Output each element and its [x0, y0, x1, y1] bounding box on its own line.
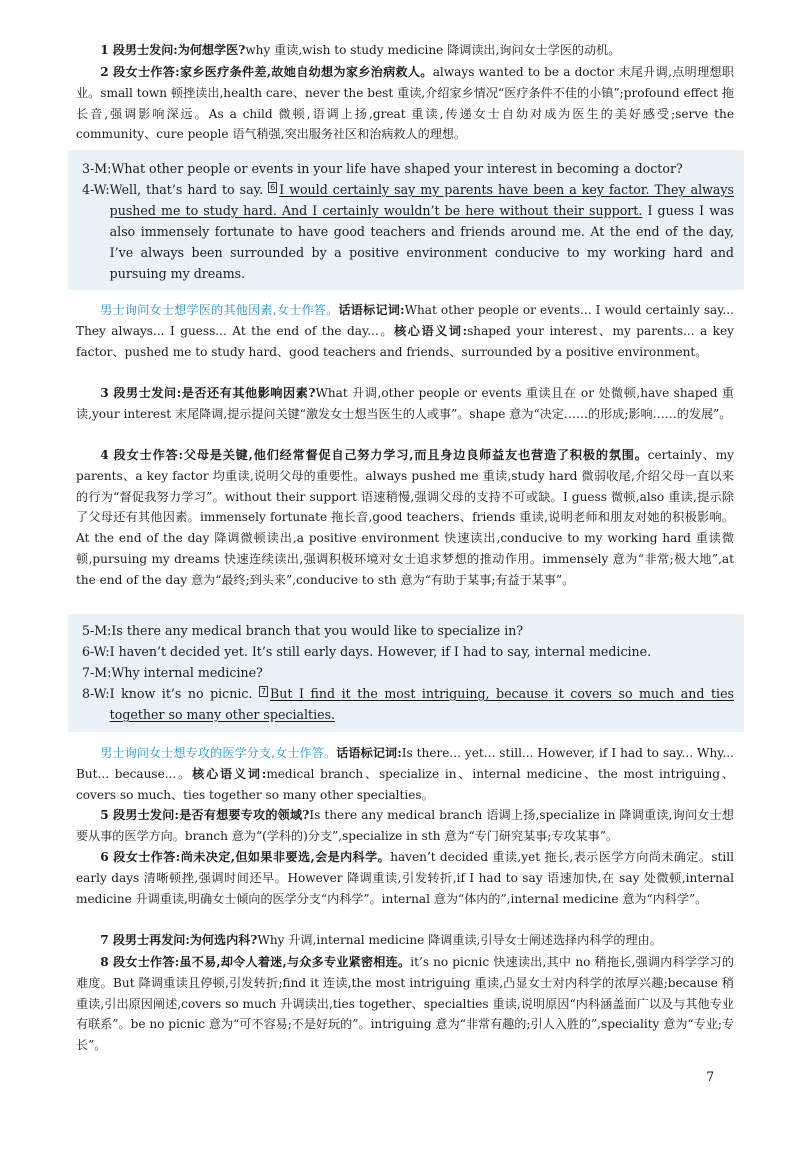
dialogue-line-3m — [82, 158, 734, 179]
underlined-key-sentence: I would certainly say my parents have been a key factor. They always pushed me to study hard. And I certainly wouldn’t be here without their support. — [109, 182, 734, 218]
paragraph-3-heading: 3 段男士发问:是否还有其他影响因素? — [100, 386, 316, 400]
dialogue-2 — [82, 620, 734, 725]
summary-1 — [76, 300, 734, 362]
dialogue-line-6w — [82, 641, 734, 662]
underlined-key-sentence: But I find it the most intriguing, because it covers so much and ties together so many other specialties. — [109, 686, 734, 722]
paragraph-1-heading: 1 段男士发问:为何想学医? — [100, 43, 246, 57]
paragraph-3 — [76, 383, 734, 425]
paragraph-2-body: always wanted to be a doctor 末尾升调,点明理想职业。small town 顿挫读出,health care、never the best 重读,介绍家乡情况“医疗条件不佳的小镇”;profound effect 拖长音,强调影响深远。As a child 微顿,语调上扬,great 重读,传递女士自幼对成为医生的美好感受;serve the community、cure people 语气稍强,突出服务社区和治病救人的理想。 — [76, 65, 734, 142]
paragraph-8 — [76, 952, 734, 1056]
speaker-label: 4-W: — [82, 182, 110, 197]
paragraph-6-body: haven’t decided 重读,yet 拖长,表示医学方向尚未确定。still early days 清晰顿挫,强调时间还早。However 降调重读,引发转折,if I had to say 语速加快,在 say 处微顿,internal medicine 升调重读,明确女士倾向的医学分支“内科学”。internal 意为“体内的”,internal medicine 意为“内科学”。 — [76, 850, 734, 906]
summary-2-marker-words: Is there... yet... still... However, if I had to say... Why... But... because...。 — [76, 746, 734, 781]
summary-2 — [76, 743, 734, 805]
speaker-label: 3-M: — [82, 161, 112, 176]
paragraph-4-body: certainly、my parents、a key factor 均重读,说明父母的重要性。always pushed me 重读,study hard 微弱收尾,介绍父母一直以来的行为“督促我努力学习”。without their support 语速稍慢,强调父母的支持不可或缺。I guess 微顿,also 重读,提示除了父母还有其他因素。immensely fortunate 拖长音,good teachers、friends 重读,说明老师和朋友对她的积极影响。At the end of the day 降调微顿读出,a positive environment 快速读出,conducive to my working hard 重读微顿,pursuing my dreams 快速连续读出,强调积极环境对女士追求梦想的推动作用。immensely 意为“非常;极大地”,at the end of the day 意为“最终;到头来”,conducive to sth 意为“有助于某事;有益于某事”。 — [76, 448, 734, 587]
dialogue-line-4w — [82, 179, 734, 284]
speaker-label: 6-W: — [82, 644, 110, 659]
summary-1-core-words: shaped your interest、my parents... a key factor、pushed me to study hard、good teachers and friends、surrounded by a positive environment。 — [76, 323, 735, 359]
paragraph-1-body: why 重读,wish to study medicine 降调读出,询问女士学医的动机。 — [245, 43, 621, 57]
paragraph-5 — [76, 805, 734, 847]
dialogue-text-lead: Well, that’s hard to say. — [109, 182, 264, 197]
paragraph-2-heading: 2 段女士作答:家乡医疗条件差,故她自幼想为家乡治病救人。 — [100, 65, 433, 79]
summary-1-blue-heading: 男士询问女士想学医的其他因素,女士作答。 — [100, 303, 339, 317]
paragraph-7-body: Why 升调,internal medicine 降调重读,引导女士阐述选择内科学的理由。 — [257, 933, 662, 947]
dialogue-text: Is there any medical branch that you would like to specialize in? — [111, 623, 524, 638]
summary-2-core-words: medical branch、specialize in、internal medicine、the most intriguing、covers so much、ties together so many other specialties。 — [76, 766, 734, 802]
dialogue-text-lead: I know it’s no picnic. — [109, 686, 253, 701]
paragraph-6-heading: 6 段女士作答:尚未决定,但如果非要选,会是内科学。 — [100, 850, 391, 864]
paragraph-4 — [76, 445, 734, 591]
paragraph-8-body: it’s no picnic 快速读出,其中 no 稍拖长,强调内科学学习的难度。But 降调重读且停顿,引发转折;find it 连读,the most intriguing 重读,凸显女士对内科学的浓厚兴趣;because 稍重读,引出原因阐述,covers so much 升调读出,ties together、specialties 重读,说明原因“内科涵盖面广以及与其他专业有联系”。be no picnic 意为“可不容易;不是好玩的”。intriguing 意为“非常有趣的;引人入胜的”,speciality 意为“专业;专长”。 — [76, 955, 734, 1053]
paragraph-4-heading: 4 段女士作答:父母是关键,他们经常督促自己努力学习,而且身边良师益友也营造了积极的氛围。 — [100, 448, 648, 462]
dialogue-text — [110, 683, 734, 725]
dialogue-line-5m — [82, 620, 734, 641]
paragraph-7-heading: 7 段男士再发问:为何选内科? — [100, 933, 258, 947]
paragraph-1 — [76, 40, 734, 61]
page-number: 7 — [706, 1070, 715, 1085]
dialogue-text — [110, 179, 734, 284]
dialogue-line-8w — [82, 683, 734, 725]
summary-2-marker-label: 话语标记词: — [336, 746, 402, 760]
paragraph-7 — [76, 930, 734, 951]
paragraph-2 — [76, 62, 734, 145]
dialogue-text: What other people or events in your life have shaped your interest in becoming a doctor? — [111, 161, 683, 176]
summary-1-marker-words: What other people or events... I would certainly say... They always... I guess... At the end of the day...。 — [76, 303, 734, 338]
dialogue-1 — [82, 158, 734, 284]
dialogue-text: I haven’t decided yet. It’s still early days. However, if I had to say, internal medicine. — [109, 644, 652, 659]
speaker-label: 8-W: — [82, 686, 110, 701]
paragraph-5-body: Is there any medical branch 语调上扬,specialize in 降调重读,询问女士想要从事的医学方向。branch 意为“(学科的)分支”,specialize in sth 意为“专门研究某事;专攻某事”。 — [76, 808, 734, 843]
paragraph-5-heading: 5 段男士发问:是否有想要专攻的领域? — [100, 808, 310, 822]
dialogue-text-rest: I guess I was also immensely fortunate to have good teachers and friends around me. At the end of the day, I’ve always been surrounded by a positive environment conducive to my working hard and pursuing my dreams. — [109, 203, 734, 281]
paragraph-3-body: What 升调,other people or events 重读且在 or 处微顿,have shaped 重读,your interest 末尾降调,提示提问关键“激发女士想当医生的人或事”。shape 意为“决定……的形成;影响……的发展”。 — [76, 386, 734, 421]
speaker-label: 7-M: — [82, 665, 112, 680]
dialogue-text: Why internal medicine? — [111, 665, 263, 680]
paragraph-8-heading: 8 段女士作答:虽不易,却令人着迷,与众多专业紧密相连。 — [100, 955, 411, 969]
summary-1-marker-label: 话语标记词: — [338, 303, 405, 317]
speaker-label: 5-M: — [82, 623, 112, 638]
summary-2-blue-heading: 男士询问女士想专攻的医学分支,女士作答。 — [100, 746, 337, 760]
summary-1-core-label: 核心语义词: — [394, 323, 468, 338]
paragraph-6 — [76, 847, 734, 909]
summary-2-core-label: 核心语义词: — [192, 766, 267, 781]
question-number-marker: 7 — [260, 687, 267, 696]
dialogue-line-7m — [82, 662, 734, 683]
question-number-marker: 6 — [270, 183, 276, 192]
